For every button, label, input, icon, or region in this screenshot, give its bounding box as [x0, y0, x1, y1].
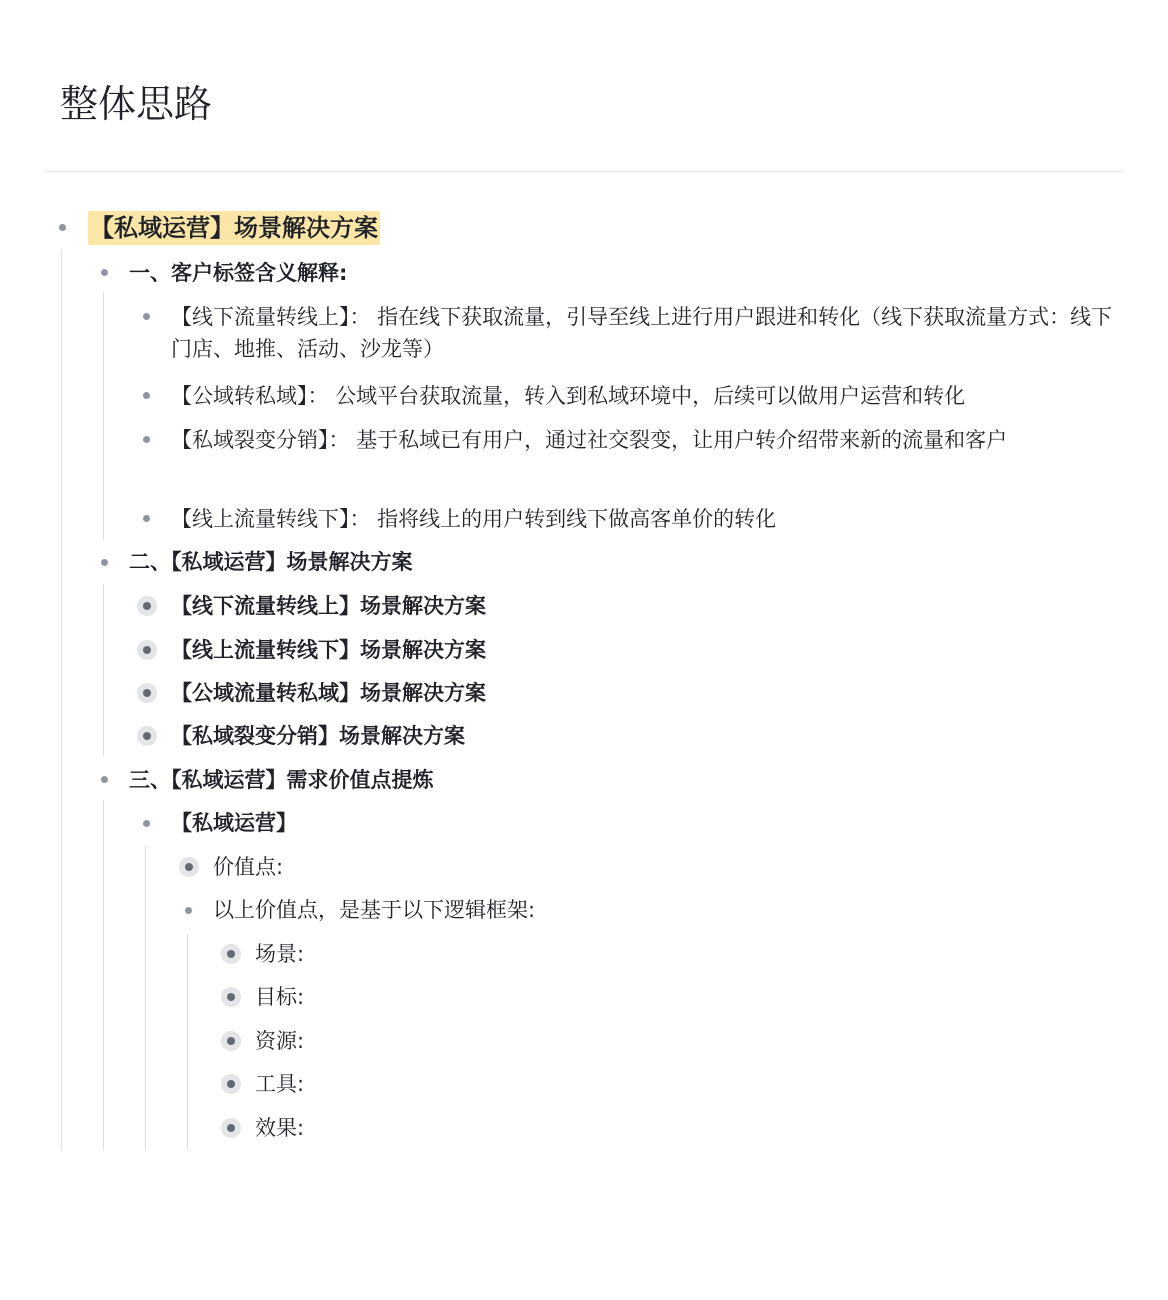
bullet[interactable] — [143, 392, 150, 399]
bullet[interactable] — [101, 559, 108, 566]
indent-guide-level-4[interactable] — [187, 934, 188, 1150]
list-item: 【线上流量转线下】场景解决方案 — [171, 638, 486, 662]
list-item: 【私域裂变分销】： 基于私域已有用户，通过社交裂变，让用户转介绍带来新的流量和客户 — [171, 428, 1008, 452]
indent-guide-level-2-sec2[interactable] — [103, 584, 104, 756]
list-item: 【线上流量转线下】： 指将线上的用户转到线下做高客单价的转化 — [171, 507, 777, 531]
indent-guide-level-2-sec3[interactable] — [103, 800, 104, 1150]
section-heading: 一、客户标签含义解释: — [129, 261, 348, 285]
indent-guide-level-3[interactable] — [145, 846, 146, 1150]
title-divider — [44, 171, 1124, 172]
bullet[interactable] — [101, 269, 108, 276]
bullet[interactable] — [143, 436, 150, 443]
list-item: 【线下流量转线上】场景解决方案 — [171, 594, 486, 618]
highlighted-heading: 【私域运营】场景解决方案 — [88, 211, 380, 245]
collapsed-bullet[interactable] — [227, 1080, 235, 1088]
page-title: 整体思路 — [60, 82, 213, 126]
list-item: 【公域转私域】： 公域平台获取流量，转入到私域环境中，后续可以做用户运营和转化 — [171, 384, 966, 408]
list-item: 【公域流量转私域】场景解决方案 — [171, 681, 486, 705]
framework-item: 资源: — [255, 1029, 305, 1053]
framework-item: 场景: — [255, 942, 305, 966]
collapsed-bullet[interactable] — [143, 646, 151, 654]
collapsed-bullet[interactable] — [143, 732, 151, 740]
framework-item: 工具: — [255, 1072, 305, 1096]
list-item: 【私域裂变分销】场景解决方案 — [171, 724, 465, 748]
collapsed-bullet[interactable] — [227, 993, 235, 1001]
collapsed-bullet[interactable] — [143, 602, 151, 610]
outline-root-heading — [88, 211, 380, 245]
bullet[interactable] — [59, 224, 66, 231]
list-item: 价值点: — [213, 855, 284, 879]
indent-guide-level-2-sec1[interactable] — [103, 292, 104, 540]
bullet[interactable] — [143, 515, 150, 522]
list-item: 【线下流量转线上】： 指在线下获取流量，引导至线上进行用户跟进和转化（线下获取流量方式：线下门店、地推、活动、沙龙等） — [171, 305, 1113, 361]
framework-item: 目标: — [255, 985, 305, 1009]
collapsed-bullet[interactable] — [227, 1124, 235, 1132]
section-heading: 三、【私域运营】需求价值点提炼 — [129, 768, 434, 792]
framework-item: 效果: — [255, 1116, 305, 1140]
bullet[interactable] — [185, 907, 192, 914]
collapsed-bullet[interactable] — [227, 950, 235, 958]
indent-guide-level-1[interactable] — [61, 250, 62, 1150]
collapsed-bullet[interactable] — [185, 863, 193, 871]
collapsed-bullet[interactable] — [227, 1037, 235, 1045]
subsection-heading: 【私域运营】 — [171, 811, 297, 835]
bullet[interactable] — [143, 313, 150, 320]
list-item: 以上价值点，是基于以下逻辑框架: — [213, 898, 536, 922]
section-heading: 二、【私域运营】场景解决方案 — [129, 550, 413, 574]
bullet[interactable] — [101, 776, 108, 783]
collapsed-bullet[interactable] — [143, 689, 151, 697]
bullet[interactable] — [143, 820, 150, 827]
